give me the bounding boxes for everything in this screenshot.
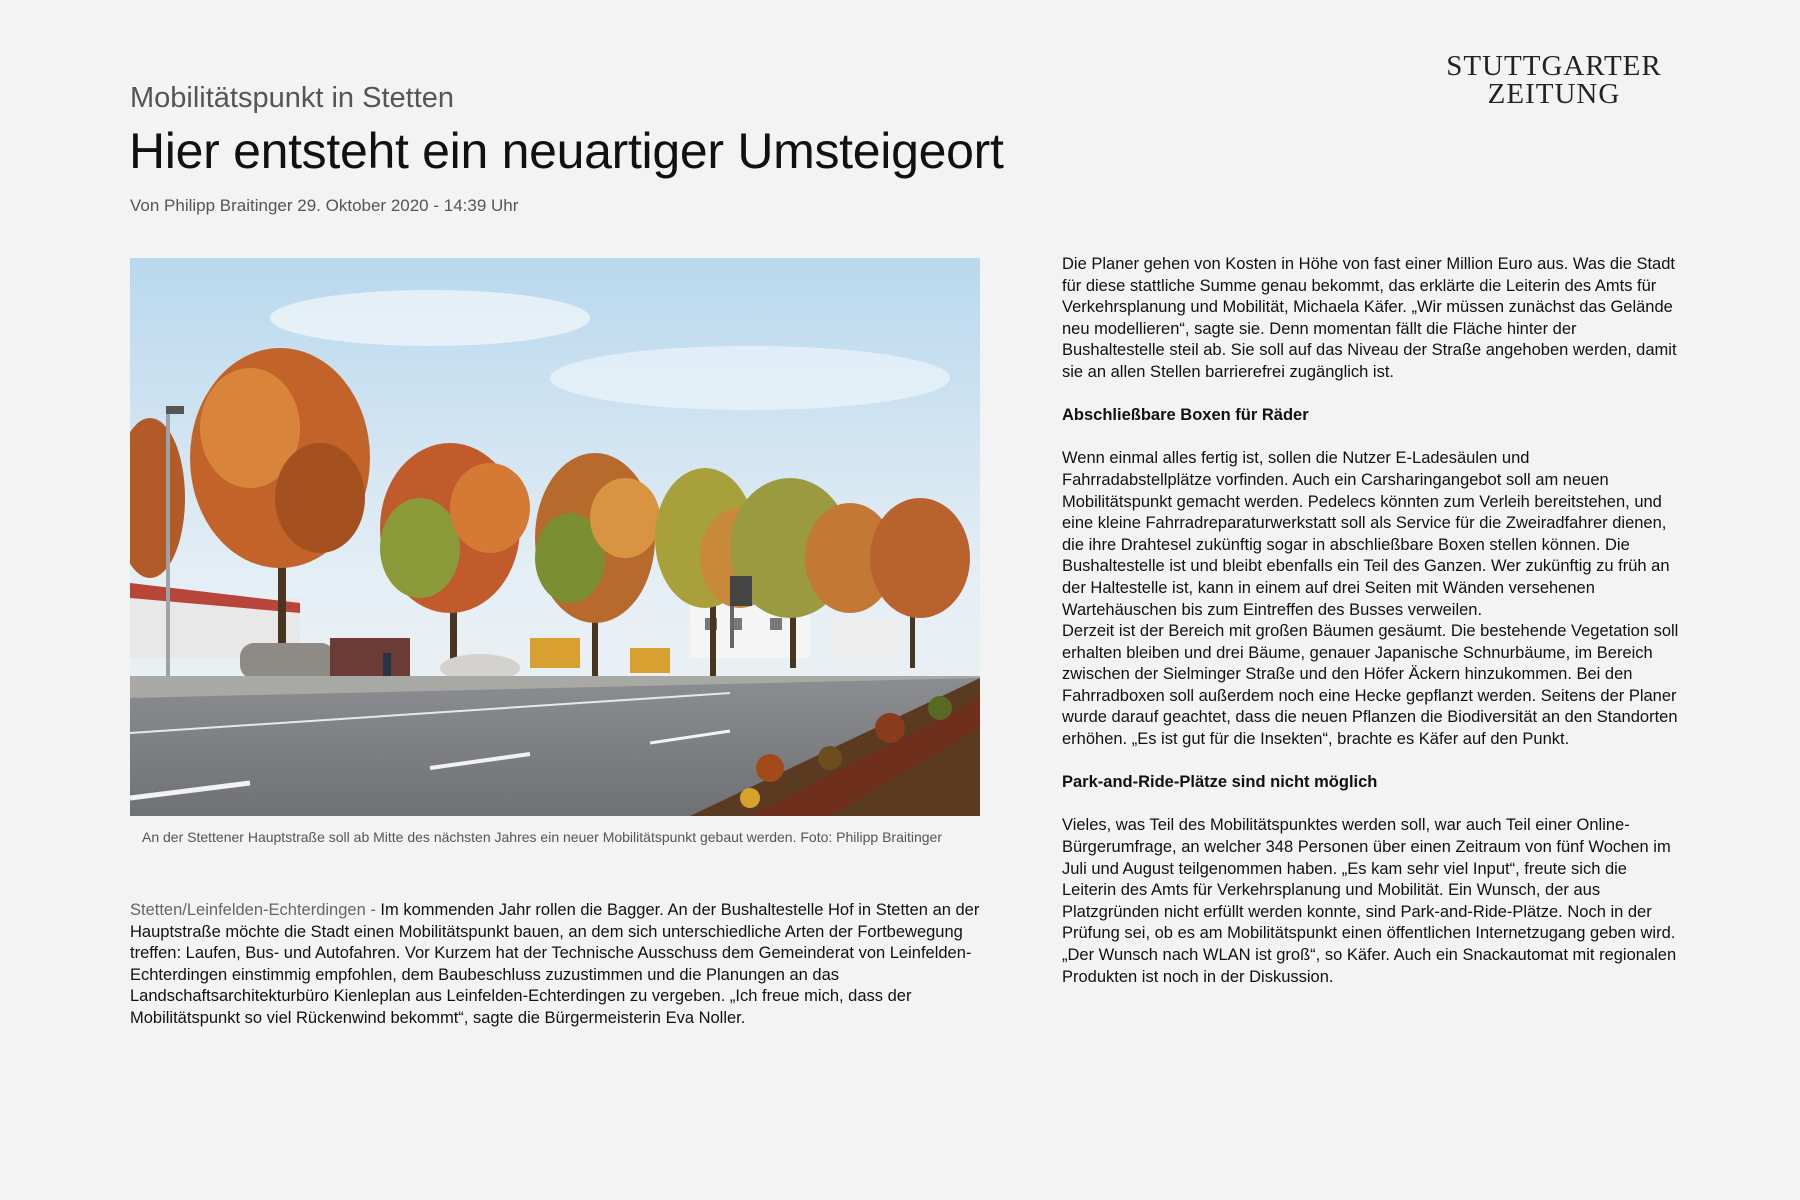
body-paragraph-1: Die Planer gehen von Kosten in Höhe von fast einer Million Euro aus. Was die Stadt für diese stattliche Summe genau bekommt, das erklärte die Leiterin des Amts für Verkehrsplanung und Mobilität, Michaela Käfer. „Wir müssen zunächst das Gelände neu modellieren“, sagte sie. Denn momentan fällt die Fläche hinter der Bushaltestelle steil ab. Sie soll auf das Niveau der Straße angehoben werden, damit sie an allen Stellen barrierefrei zugänglich ist. xyxy=(1062,255,1677,381)
article-kicker: Mobilitätspunkt in Stetten xyxy=(130,82,455,114)
article-byline: Von Philipp Braitinger 29. Oktober 2020 - 14:39 Uhr xyxy=(130,196,519,215)
article-body xyxy=(1062,254,1682,988)
newspaper-logo xyxy=(1436,52,1672,108)
logo-line-1: STUTTGARTER xyxy=(1446,50,1662,82)
article-photo xyxy=(130,258,980,816)
photo-caption: An der Stettener Hauptstraße soll ab Mitte des nächsten Jahres ein neuer Mobilitätspunkt gebaut werden. Foto: Philipp Braitinger xyxy=(142,829,943,845)
body-paragraph-4: Vieles, was Teil des Mobilitätspunktes werden soll, war auch Teil einer Online-Bürgerumfrage, an welcher 348 Personen über einen Zeitraum von fünf Wochen im Juli und August teilgenommen haben. „Es kam sehr viel Input“, freute sich die Leiterin des Amts für Verkehrsplanung und Mobilität. Ein Wunsch, der aus Platzgründen nicht erfüllt werden konnte, sind Park-and-Ride-Plätze. Noch in der Prüfung sei, ob es am Mobilitätspunkt einen öffentlichen Internetzugang geben wird. „Der Wunsch nach WLAN ist groß“, so Käfer. Auch ein Snackautomat mit regionalen Produkten ist noch in der Diskussion. xyxy=(1062,816,1677,986)
subheading-1: Abschließbare Boxen für Räder xyxy=(1062,406,1309,425)
lead-text: Im kommenden Jahr rollen die Bagger. An der Bushaltestelle Hof in Stetten an der Hauptstraße möchte die Stadt einen Mobilitätspunkt bauen, an dem sich unterschiedliche Arten der Fortbewegung treffen: Laufen, Bus- und Autofahren. Vor Kurzem hat der Technische Ausschuss dem Gemeinderat von Leinfelden-Echterdingen einstimmig empfohlen, dem Baubeschluss zuzustimmen und die Planungen an das Landschaftsarchitekturbüro Kienleplan aus Leinfelden-Echterdingen zu vergeben. „Ich freue mich, dass der Mobilitätspunkt so viel Rückenwind bekommt“, sagte die Bürgermeisterin Eva Noller. xyxy=(130,901,980,1027)
body-paragraph-3: Derzeit ist der Bereich mit großen Bäumen gesäumt. Die bestehende Vegetation soll erhalten bleiben und drei Bäume, genauer Japanische Schnurbäume, im Bereich zwischen der Sielminger Straße und den Höfer Äckern hinzukommen. Bei den Fahrradboxen soll außerdem noch eine Hecke gepflanzt werden. Seitens der Planer wurde darauf geachtet, dass die neuen Pflanzen die Biodiversität an den Standorten erhöhen. „Es ist gut für die Insekten“, brachte es Käfer auf den Punkt. xyxy=(1062,622,1679,749)
logo-line-2: ZEITUNG xyxy=(1487,78,1621,110)
lead-paragraph xyxy=(130,900,992,1030)
article-headline: Hier entsteht ein neuartiger Umsteigeort xyxy=(129,123,1004,179)
subheading-2: Park-and-Ride-Plätze sind nicht möglich xyxy=(1062,773,1378,792)
body-paragraph-2: Wenn einmal alles fertig ist, sollen die Nutzer E-Ladesäulen und Fahrradabstellplätze vorfinden. Auch ein Carsharingangebot soll am neuen Mobilitätspunkt gemacht werden. Pedelecs könnten zum Verleih bereitstehen, und eine kleine Fahrradreparaturwerkstatt soll als Service für die Zweiradfahrer dienen, die ihre Drahtesel zukünftig sogar in abschließbare Boxen stellen können. Die Bushaltestelle ist und bleibt ebenfalls ein Teil des Ganzen. Wer zukünftig zu früh an der Haltestelle ist, kann in einem auf drei Seiten mit Wänden versehenen Wartehäuschen bis zum Eintreffen des Busses verweilen. xyxy=(1062,449,1670,619)
article-dateline: Stetten/Leinfelden-Echterdingen - xyxy=(130,901,381,919)
